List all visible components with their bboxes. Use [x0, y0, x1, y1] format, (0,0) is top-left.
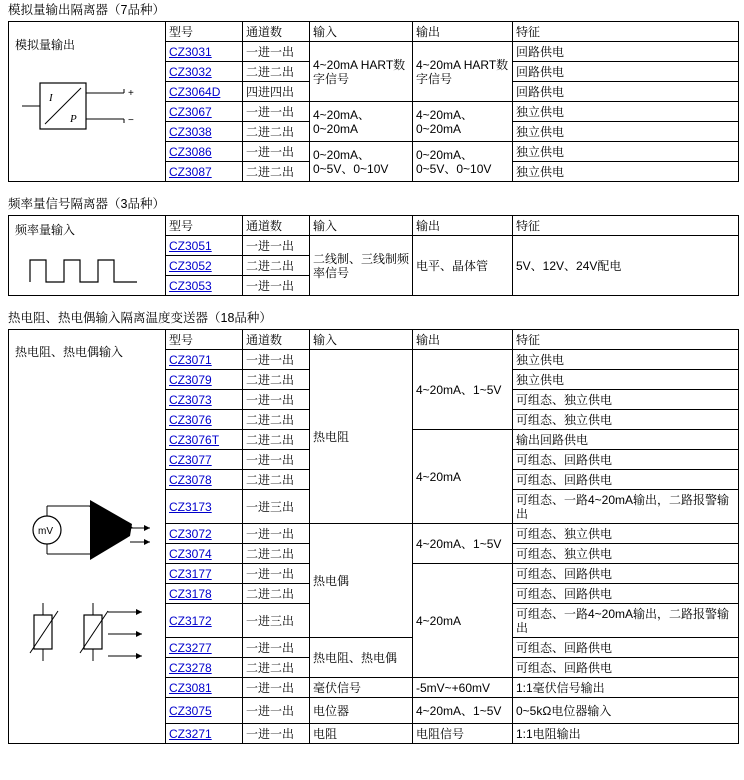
cell-feature: 独立供电	[513, 122, 739, 142]
model-link[interactable]: CZ3075	[169, 703, 212, 718]
cell-feature: 5V、12V、24V配电	[513, 236, 739, 296]
cell-channels: 二进二出	[243, 584, 310, 604]
cell-output: 0~20mA、0~5V、0~10V	[413, 142, 513, 182]
cell-channels: 二进二出	[243, 370, 310, 390]
cell-feature: 可组态、独立供电	[513, 544, 739, 564]
cell-input: 毫伏信号	[310, 678, 413, 698]
cell-feature: 独立供电	[513, 142, 739, 162]
cell-feature: 可组态、回路供电	[513, 564, 739, 584]
model-link[interactable]: CZ3077	[169, 452, 212, 467]
cell-channels: 一进一出	[243, 564, 310, 584]
col-header-output: 输出	[413, 22, 513, 42]
col-header-model: 型号	[166, 330, 243, 350]
cell-output: 4~20mA	[413, 564, 513, 678]
section-title-analog: 模拟量输出隔离器（7品种）	[8, 3, 165, 17]
model-link[interactable]: CZ3073	[169, 392, 212, 407]
figure-cell-analog	[9, 22, 166, 182]
cell-channels: 一进一出	[243, 390, 310, 410]
cell-input-rtd: 热电阻	[310, 350, 413, 524]
cell-model	[166, 142, 243, 162]
model-link[interactable]: CZ3086	[169, 144, 212, 159]
section-title-rtd: 热电阻、热电偶输入隔离温度变送器（18品种）	[8, 311, 272, 325]
cell-model	[166, 122, 243, 142]
svg-text:P: P	[70, 112, 77, 125]
cell-model	[166, 544, 243, 564]
cell-channels: 二进二出	[243, 470, 310, 490]
cell-model	[166, 350, 243, 370]
cell-input: 电阻	[310, 724, 413, 744]
model-link[interactable]: CZ3177	[169, 566, 212, 581]
cell-feature: 可组态、回路供电	[513, 584, 739, 604]
cell-channels: 二进二出	[243, 658, 310, 678]
cell-feature: 0~5kΩ电位器输入	[513, 698, 739, 724]
model-link[interactable]: CZ3076	[169, 412, 212, 427]
model-link[interactable]: CZ3072	[169, 526, 212, 541]
cell-model	[166, 62, 243, 82]
cell-input: 4~20mA HART数字信号	[310, 42, 413, 102]
cell-model	[166, 102, 243, 122]
figure-analog	[12, 36, 162, 168]
model-link[interactable]: CZ3087	[169, 164, 212, 179]
rtd-thermocouple-diagram-icon	[12, 360, 162, 730]
table-row	[9, 216, 739, 236]
cell-model	[166, 724, 243, 744]
cell-output: 4~20mA	[413, 430, 513, 524]
model-link[interactable]: CZ3051	[169, 238, 212, 253]
cell-input: 电位器	[310, 698, 413, 724]
col-header-output: 输出	[413, 216, 513, 236]
table-row	[9, 330, 739, 350]
cell-channels: 二进二出	[243, 256, 310, 276]
cell-model	[166, 370, 243, 390]
model-link[interactable]: CZ3031	[169, 44, 212, 59]
cell-output: 4~20mA、0~20mA	[413, 102, 513, 142]
col-header-model: 型号	[166, 22, 243, 42]
cell-model	[166, 604, 243, 638]
cell-input: 4~20mA、0~20mA	[310, 102, 413, 142]
model-link[interactable]: CZ3074	[169, 546, 212, 561]
svg-text:I: I	[49, 91, 53, 104]
cell-feature: 独立供电	[513, 102, 739, 122]
cell-channels: 一进一出	[243, 638, 310, 658]
cell-model	[166, 450, 243, 470]
cell-feature: 可组态、回路供电	[513, 638, 739, 658]
col-header-model: 型号	[166, 216, 243, 236]
pulse-waveform-icon	[12, 238, 162, 290]
figure-cell-frequency	[9, 216, 166, 296]
cell-model	[166, 162, 243, 182]
analog-output-diagram-icon	[12, 53, 162, 168]
cell-channels: 一进一出	[243, 524, 310, 544]
model-link[interactable]: CZ3038	[169, 124, 212, 139]
model-link[interactable]: CZ3078	[169, 472, 212, 487]
cell-model	[166, 236, 243, 256]
col-header-channels: 通道数	[243, 216, 310, 236]
model-link[interactable]: CZ3032	[169, 64, 212, 79]
cell-feature: 1:1毫伏信号输出	[513, 678, 739, 698]
cell-channels: 一进一出	[243, 724, 310, 744]
cell-input-rtd-tc: 热电阻、热电偶	[310, 638, 413, 678]
cell-channels: 一进一出	[243, 102, 310, 122]
cell-model	[166, 584, 243, 604]
cell-model	[166, 410, 243, 430]
model-link[interactable]: CZ3071	[169, 352, 212, 367]
model-link[interactable]: CZ3064D	[169, 84, 221, 99]
model-link[interactable]: CZ3172	[169, 613, 212, 628]
table-rtd-tc	[8, 329, 739, 744]
cell-input: 0~20mA、0~5V、0~10V	[310, 142, 413, 182]
section-rtd-tc	[0, 308, 744, 744]
model-link[interactable]: CZ3067	[169, 104, 212, 119]
cell-output: 4~20mA、1~5V	[413, 698, 513, 724]
col-header-output: 输出	[413, 330, 513, 350]
cell-model	[166, 564, 243, 584]
cell-channels: 二进二出	[243, 544, 310, 564]
model-link[interactable]: CZ3278	[169, 660, 212, 675]
figure-label-frequency: 频率量输入	[15, 223, 76, 237]
cell-channels: 二进二出	[243, 122, 310, 142]
col-header-input: 输入	[310, 330, 413, 350]
cell-channels: 一进一出	[243, 350, 310, 370]
cell-output: 电平、晶体管	[413, 236, 513, 296]
cell-input: 二线制、三线制频率信号	[310, 236, 413, 296]
figure-cell-rtd	[9, 330, 166, 744]
col-header-channels: 通道数	[243, 330, 310, 350]
col-header-feature: 特征	[513, 216, 739, 236]
cell-model	[166, 82, 243, 102]
cell-feature: 可组态、回路供电	[513, 450, 739, 470]
section-analog-output	[0, 0, 744, 182]
cell-model	[166, 638, 243, 658]
cell-feature: 可组态、一路4~20mA输出，二路报警输出	[513, 490, 739, 524]
cell-channels: 一进三出	[243, 490, 310, 524]
cell-feature: 可组态、一路4~20mA输出，二路报警输出	[513, 604, 739, 638]
cell-feature: 可组态、独立供电	[513, 390, 739, 410]
cell-model	[166, 470, 243, 490]
cell-channels: 二进二出	[243, 430, 310, 450]
cell-channels: 一进一出	[243, 276, 310, 296]
model-link[interactable]: CZ3178	[169, 586, 212, 601]
cell-output: 4~20mA HART数字信号	[413, 42, 513, 102]
cell-channels: 一进一出	[243, 42, 310, 62]
table-row	[9, 22, 739, 42]
cell-model	[166, 524, 243, 544]
cell-channels: 二进二出	[243, 410, 310, 430]
cell-channels: 一进一出	[243, 450, 310, 470]
cell-output: 电阻信号	[413, 724, 513, 744]
figure-rtd	[12, 343, 162, 730]
cell-output: 4~20mA、1~5V	[413, 350, 513, 430]
model-link[interactable]: CZ3277	[169, 640, 212, 655]
model-link[interactable]: CZ3173	[169, 499, 212, 514]
svg-text:−: −	[128, 114, 134, 126]
cell-feature: 可组态、回路供电	[513, 470, 739, 490]
table-frequency	[8, 215, 739, 296]
col-header-channels: 通道数	[243, 22, 310, 42]
cell-channels: 一进一出	[243, 236, 310, 256]
cell-model	[166, 256, 243, 276]
cell-feature: 独立供电	[513, 162, 739, 182]
cell-model	[166, 490, 243, 524]
cell-channels: 一进三出	[243, 604, 310, 638]
figure-label-rtd: 热电阻、热电偶输入	[15, 345, 124, 359]
cell-feature: 1:1电阻输出	[513, 724, 739, 744]
figure-frequency	[12, 221, 162, 290]
cell-channels: 一进一出	[243, 698, 310, 724]
cell-model	[166, 430, 243, 450]
model-link[interactable]: CZ3081	[169, 680, 212, 695]
cell-feature: 回路供电	[513, 42, 739, 62]
cell-feature: 可组态、独立供电	[513, 524, 739, 544]
cell-feature: 可组态、回路供电	[513, 658, 739, 678]
svg-text:+: +	[128, 87, 134, 99]
section-title-frequency: 频率量信号隔离器（3品种）	[8, 197, 165, 211]
model-link[interactable]: CZ3079	[169, 372, 212, 387]
model-link[interactable]: CZ3271	[169, 726, 212, 741]
svg-text:mV: mV	[38, 526, 53, 537]
section-frequency	[0, 194, 744, 296]
table-analog-output	[8, 21, 739, 182]
col-header-feature: 特征	[513, 330, 739, 350]
cell-feature: 独立供电	[513, 350, 739, 370]
cell-model	[166, 658, 243, 678]
col-header-input: 输入	[310, 216, 413, 236]
cell-channels: 二进二出	[243, 162, 310, 182]
cell-feature: 可组态、独立供电	[513, 410, 739, 430]
col-header-feature: 特征	[513, 22, 739, 42]
cell-model	[166, 42, 243, 62]
cell-feature: 回路供电	[513, 62, 739, 82]
cell-model	[166, 276, 243, 296]
cell-channels: 四进四出	[243, 82, 310, 102]
cell-input-tc: 热电偶	[310, 524, 413, 638]
figure-label-analog: 模拟量输出	[15, 37, 76, 52]
cell-feature: 独立供电	[513, 370, 739, 390]
cell-model	[166, 698, 243, 724]
col-header-input: 输入	[310, 22, 413, 42]
cell-model	[166, 678, 243, 698]
model-link[interactable]: CZ3053	[169, 278, 212, 293]
cell-channels: 二进二出	[243, 62, 310, 82]
model-link[interactable]: CZ3052	[169, 258, 212, 273]
cell-output: 4~20mA、1~5V	[413, 524, 513, 564]
cell-output: -5mV~+60mV	[413, 678, 513, 698]
model-link[interactable]: CZ3076T	[169, 432, 220, 447]
cell-channels: 一进一出	[243, 142, 310, 162]
cell-channels: 一进一出	[243, 678, 310, 698]
cell-feature: 回路供电	[513, 82, 739, 102]
cell-model	[166, 390, 243, 410]
cell-feature: 输出回路供电	[513, 430, 739, 450]
